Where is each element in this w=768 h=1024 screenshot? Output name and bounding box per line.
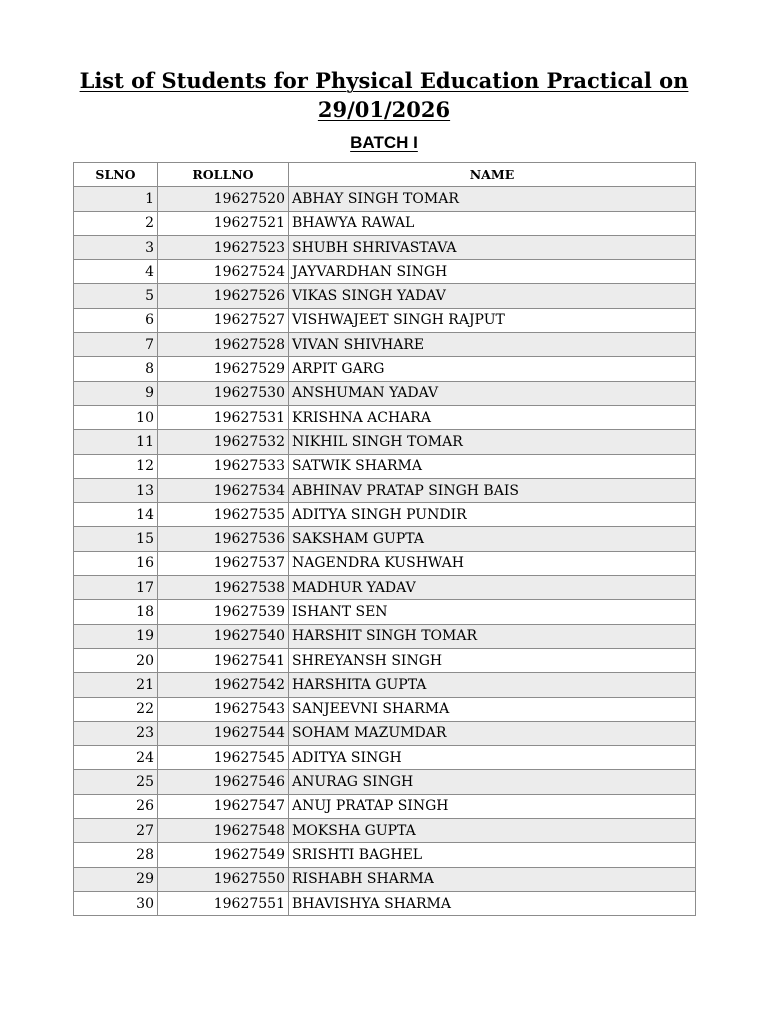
slno-cell: 10 bbox=[74, 405, 158, 429]
document-title-line-2: 29/01/2026 bbox=[317, 97, 451, 122]
rollno-cell: 19627543 bbox=[158, 697, 289, 721]
rollno-cell: 19627539 bbox=[158, 600, 289, 624]
table-row bbox=[74, 794, 696, 818]
rollno-cell: 19627541 bbox=[158, 648, 289, 672]
table-row bbox=[74, 211, 696, 235]
slno-cell: 13 bbox=[74, 478, 158, 502]
name-cell: SHUBH SHRIVASTAVA bbox=[289, 235, 696, 259]
table-row bbox=[74, 819, 696, 843]
slno-cell: 15 bbox=[74, 527, 158, 551]
name-cell: SATWIK SHARMA bbox=[289, 454, 696, 478]
slno-cell: 18 bbox=[74, 600, 158, 624]
slno-cell: 1 bbox=[74, 187, 158, 211]
name-cell: VIKAS SINGH YADAV bbox=[289, 284, 696, 308]
rollno-cell: 19627524 bbox=[158, 260, 289, 284]
name-cell: ANSHUMAN YADAV bbox=[289, 381, 696, 405]
table-row bbox=[74, 235, 696, 259]
rollno-cell: 19627528 bbox=[158, 333, 289, 357]
table-row bbox=[74, 357, 696, 381]
rollno-cell: 19627547 bbox=[158, 794, 289, 818]
name-cell: HARSHIT SINGH TOMAR bbox=[289, 624, 696, 648]
slno-cell: 2 bbox=[74, 211, 158, 235]
name-cell: BHAVISHYA SHARMA bbox=[289, 891, 696, 915]
name-cell: HARSHITA GUPTA bbox=[289, 673, 696, 697]
slno-cell: 21 bbox=[74, 673, 158, 697]
column-header-rollno: ROLLNO bbox=[158, 163, 289, 187]
name-cell: SRISHTI BAGHEL bbox=[289, 843, 696, 867]
rollno-cell: 19627549 bbox=[158, 843, 289, 867]
slno-cell: 16 bbox=[74, 551, 158, 575]
slno-cell: 23 bbox=[74, 721, 158, 745]
rollno-cell: 19627548 bbox=[158, 819, 289, 843]
rollno-cell: 19627536 bbox=[158, 527, 289, 551]
rollno-cell: 19627532 bbox=[158, 430, 289, 454]
name-cell: SHREYANSH SINGH bbox=[289, 648, 696, 672]
column-header-slno: SLNO bbox=[74, 163, 158, 187]
table-row bbox=[74, 891, 696, 915]
name-cell: ADITYA SINGH PUNDIR bbox=[289, 503, 696, 527]
name-cell: ISHANT SEN bbox=[289, 600, 696, 624]
slno-cell: 7 bbox=[74, 333, 158, 357]
rollno-cell: 19627551 bbox=[158, 891, 289, 915]
slno-cell: 19 bbox=[74, 624, 158, 648]
rollno-cell: 19627529 bbox=[158, 357, 289, 381]
table-row bbox=[74, 770, 696, 794]
rollno-cell: 19627535 bbox=[158, 503, 289, 527]
slno-cell: 6 bbox=[74, 308, 158, 332]
slno-cell: 9 bbox=[74, 381, 158, 405]
slno-cell: 29 bbox=[74, 867, 158, 891]
table-header-row bbox=[74, 163, 696, 187]
table-row bbox=[74, 746, 696, 770]
table-row bbox=[74, 624, 696, 648]
table-row bbox=[74, 478, 696, 502]
slno-cell: 4 bbox=[74, 260, 158, 284]
table-row bbox=[74, 673, 696, 697]
rollno-cell: 19627520 bbox=[158, 187, 289, 211]
table-row bbox=[74, 187, 696, 211]
slno-cell: 28 bbox=[74, 843, 158, 867]
name-cell: VIVAN SHIVHARE bbox=[289, 333, 696, 357]
rollno-cell: 19627521 bbox=[158, 211, 289, 235]
name-cell: MADHUR YADAV bbox=[289, 576, 696, 600]
slno-cell: 8 bbox=[74, 357, 158, 381]
slno-cell: 11 bbox=[74, 430, 158, 454]
slno-cell: 24 bbox=[74, 746, 158, 770]
name-cell: NAGENDRA KUSHWAH bbox=[289, 551, 696, 575]
table-row bbox=[74, 284, 696, 308]
name-cell: NIKHIL SINGH TOMAR bbox=[289, 430, 696, 454]
rollno-cell: 19627545 bbox=[158, 746, 289, 770]
name-cell: JAYVARDHAN SINGH bbox=[289, 260, 696, 284]
table-row bbox=[74, 260, 696, 284]
table-row bbox=[74, 381, 696, 405]
slno-cell: 17 bbox=[74, 576, 158, 600]
rollno-cell: 19627526 bbox=[158, 284, 289, 308]
name-cell: ARPIT GARG bbox=[289, 357, 696, 381]
document-title-line-1: List of Students for Physical Education Practical on bbox=[79, 68, 689, 93]
name-cell: SANJEEVNI SHARMA bbox=[289, 697, 696, 721]
rollno-cell: 19627530 bbox=[158, 381, 289, 405]
slno-cell: 5 bbox=[74, 284, 158, 308]
table-row bbox=[74, 697, 696, 721]
rollno-cell: 19627531 bbox=[158, 405, 289, 429]
table-row bbox=[74, 867, 696, 891]
table-row bbox=[74, 308, 696, 332]
name-cell: ABHAY SINGH TOMAR bbox=[289, 187, 696, 211]
table-header bbox=[74, 163, 696, 187]
rollno-cell: 19627546 bbox=[158, 770, 289, 794]
rollno-cell: 19627533 bbox=[158, 454, 289, 478]
table-row bbox=[74, 648, 696, 672]
name-cell: MOKSHA GUPTA bbox=[289, 819, 696, 843]
table-row bbox=[74, 527, 696, 551]
table-row bbox=[74, 600, 696, 624]
table-row bbox=[74, 551, 696, 575]
table-body bbox=[74, 187, 696, 916]
slno-cell: 27 bbox=[74, 819, 158, 843]
slno-cell: 12 bbox=[74, 454, 158, 478]
rollno-cell: 19627537 bbox=[158, 551, 289, 575]
rollno-cell: 19627523 bbox=[158, 235, 289, 259]
batch-heading: BATCH I bbox=[350, 133, 418, 152]
name-cell: SAKSHAM GUPTA bbox=[289, 527, 696, 551]
rollno-cell: 19627540 bbox=[158, 624, 289, 648]
name-cell: RISHABH SHARMA bbox=[289, 867, 696, 891]
name-cell: ABHINAV PRATAP SINGH BAIS bbox=[289, 478, 696, 502]
name-cell: ADITYA SINGH bbox=[289, 746, 696, 770]
rollno-cell: 19627538 bbox=[158, 576, 289, 600]
slno-cell: 26 bbox=[74, 794, 158, 818]
name-cell: KRISHNA ACHARA bbox=[289, 405, 696, 429]
table-row bbox=[74, 576, 696, 600]
table-row bbox=[74, 405, 696, 429]
rollno-cell: 19627534 bbox=[158, 478, 289, 502]
name-cell: SOHAM MAZUMDAR bbox=[289, 721, 696, 745]
table-row bbox=[74, 333, 696, 357]
slno-cell: 20 bbox=[74, 648, 158, 672]
slno-cell: 3 bbox=[74, 235, 158, 259]
slno-cell: 14 bbox=[74, 503, 158, 527]
slno-cell: 22 bbox=[74, 697, 158, 721]
name-cell: ANURAG SINGH bbox=[289, 770, 696, 794]
slno-cell: 30 bbox=[74, 891, 158, 915]
rollno-cell: 19627542 bbox=[158, 673, 289, 697]
table-row bbox=[74, 843, 696, 867]
name-cell: ANUJ PRATAP SINGH bbox=[289, 794, 696, 818]
rollno-cell: 19627544 bbox=[158, 721, 289, 745]
table-row bbox=[74, 430, 696, 454]
table-row bbox=[74, 454, 696, 478]
rollno-cell: 19627527 bbox=[158, 308, 289, 332]
rollno-cell: 19627550 bbox=[158, 867, 289, 891]
table-row bbox=[74, 721, 696, 745]
students-table bbox=[73, 162, 696, 916]
name-cell: BHAWYA RAWAL bbox=[289, 211, 696, 235]
name-cell: VISHWAJEET SINGH RAJPUT bbox=[289, 308, 696, 332]
column-header-name: NAME bbox=[289, 163, 696, 187]
slno-cell: 25 bbox=[74, 770, 158, 794]
table-row bbox=[74, 503, 696, 527]
document-title bbox=[0, 66, 768, 124]
